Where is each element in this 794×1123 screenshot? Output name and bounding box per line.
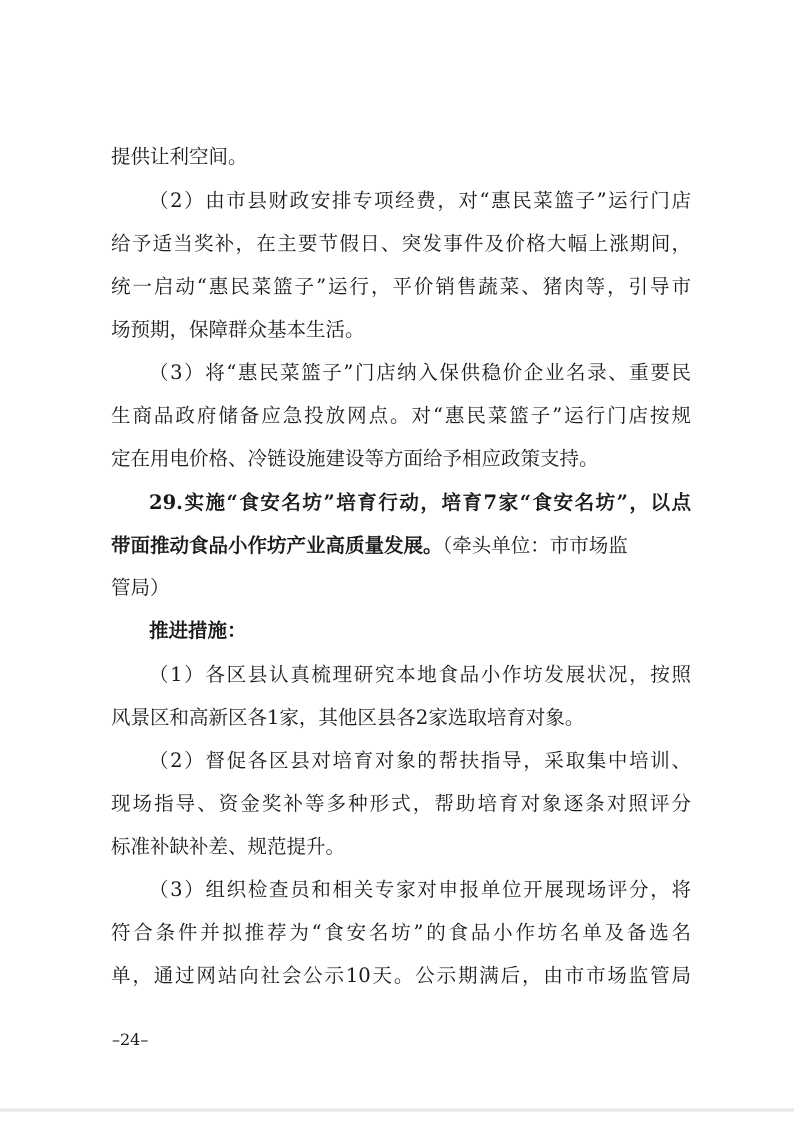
measure-3-line-2: 符合条件并拟推荐为“食安名坊”的食品小作坊名单及备选名 <box>111 921 691 944</box>
measures-heading: 推进措施： <box>149 619 247 642</box>
body-line-5: 场预期，保障群众基本生活。 <box>111 318 365 341</box>
measure-2-line-2: 现场指导、资金奖补等多种形式，帮助培育对象逐条对照评分 <box>111 792 691 815</box>
body-line-8: 定在用电价格、冷链设施建设等方面给予相应政策支持。 <box>111 447 599 470</box>
measure-1-line-2: 风景区和高新区各1家，其他区县各2家选取培育对象。 <box>111 706 585 729</box>
body-line-7: 生商品政府储备应急投放网点。对“惠民菜篮子”运行门店按规 <box>111 404 691 427</box>
section-heading-29: 29.实施“食安名坊”培育行动，培育7家“食安名坊”，以点 <box>149 491 691 514</box>
body-line-3: 给予适当奖补，在主要节假日、突发事件及价格大幅上涨期间， <box>111 232 691 255</box>
section-heading-29-continued: 带面推动食品小作坊产业高质量发展。 <box>111 534 443 557</box>
measure-3-line-3: 单，通过网站向社会公示10天。公示期满后，由市市场监管局 <box>111 964 691 987</box>
measure-3-line-1: （3）组织检查员和相关专家对申报单位开展现场评分，将 <box>149 878 691 901</box>
body-line-4: 统一启动“惠民菜篮子”运行，平价销售蔬菜、猪肉等，引导市 <box>111 275 691 298</box>
body-line-6: （3）将“惠民菜篮子”门店纳入保供稳价企业名录、重要民 <box>149 361 691 384</box>
measure-2-line-1: （2）督促各区县对培育对象的帮扶指导，采取集中培训、 <box>149 749 691 772</box>
scan-bottom-edge <box>0 1108 794 1112</box>
body-line-1: 提供让利空间。 <box>111 145 248 168</box>
body-line-2: （2）由市县财政安排专项经费，对“惠民菜篮子”运行门店 <box>149 189 691 212</box>
page-number: –24– <box>112 1030 149 1049</box>
lead-unit-note: （牵头单位：市市场监 <box>442 534 628 557</box>
measure-2-line-3: 标准补缺补差、规范提升。 <box>111 835 346 858</box>
measure-1-line-1: （1）各区县认真梳理研究本地食品小作坊发展状况，按照 <box>149 663 691 686</box>
lead-unit-note-end: 管局） <box>111 576 170 599</box>
heading-continuation-line <box>111 531 691 561</box>
